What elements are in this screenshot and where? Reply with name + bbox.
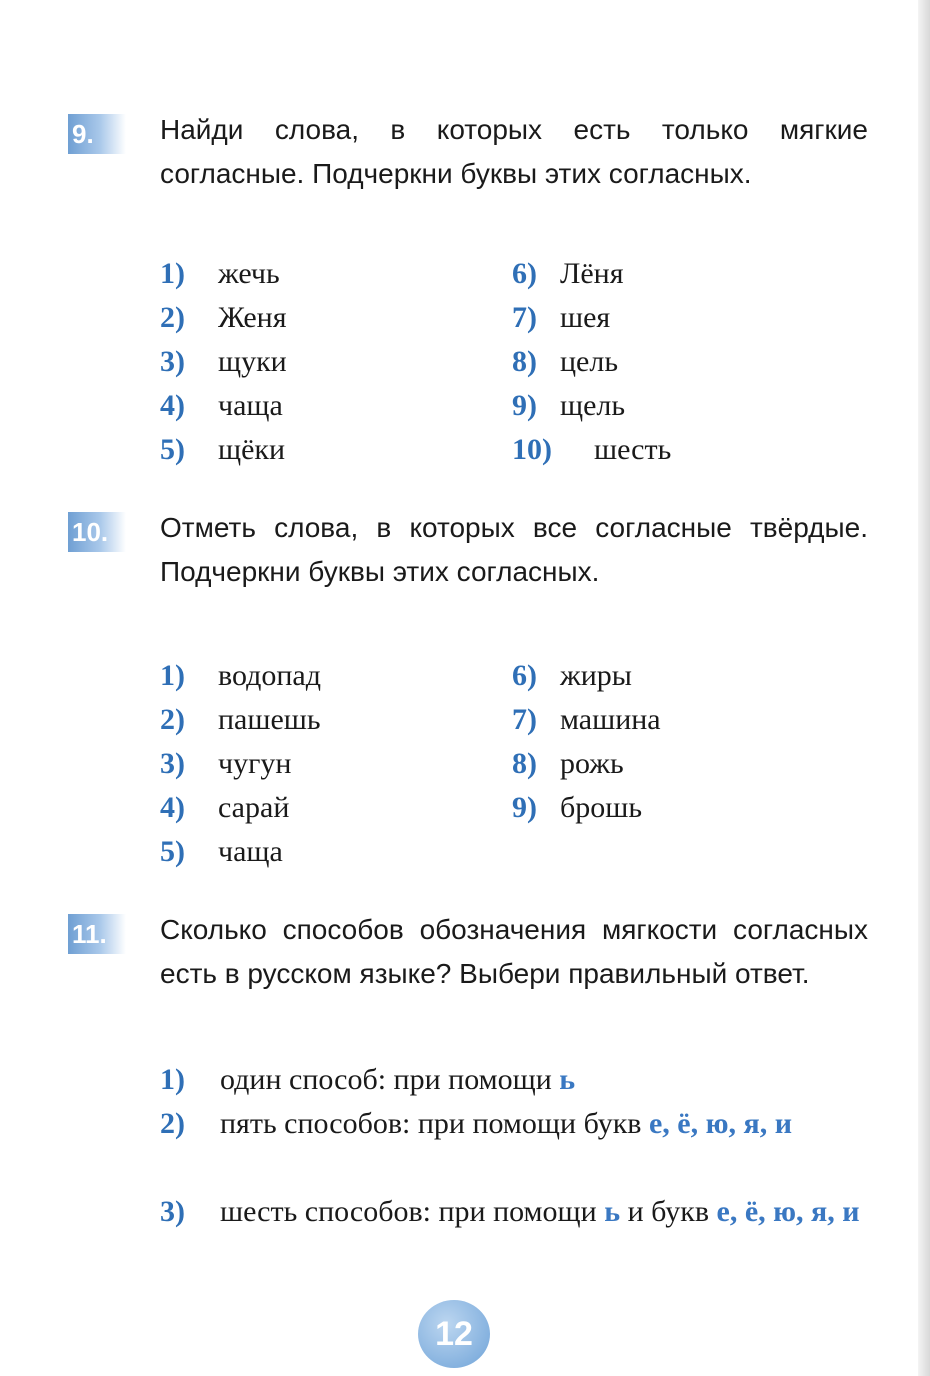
page-number: 12 [418, 1300, 490, 1368]
list-item[interactable]: 4) сарай [160, 791, 290, 824]
task-9-question: Найди слова, в которых есть только мягкие согласные. Подчеркни буквы этих согласных. [160, 114, 868, 189]
list-item[interactable]: 5) чаща [160, 835, 283, 868]
list-item[interactable]: 8) рожь [512, 747, 624, 780]
list-item[interactable]: 1) водопад [160, 659, 321, 692]
list-item[interactable]: 7) машина [512, 703, 661, 736]
list-item[interactable]: 8) цель [512, 345, 619, 378]
list-item[interactable]: 6) жиры [512, 659, 632, 692]
list-item[interactable]: 5) щёки [160, 433, 286, 466]
answer-option[interactable]: 2) пять способов: при помощи букв е, ё, ю, я, и [160, 1107, 793, 1140]
list-item[interactable]: 10) шесть [512, 433, 672, 466]
page-edge-shadow [918, 0, 930, 1376]
task-11-question: Сколько способов обозначения мягкости согласных есть в русском языке? Выбери правильный ответ. [160, 914, 868, 989]
list-item[interactable]: 1) жечь [160, 257, 280, 290]
task-10-number-badge: 10. [68, 512, 126, 552]
task-10-question: Отметь слова, в которых все согласные твёрдые. Подчеркни буквы этих согласных. [160, 512, 868, 587]
task-10 [68, 506, 868, 886]
list-item[interactable]: 4) чаща [160, 389, 283, 422]
answer-option[interactable]: 3) шесть способов: при помощи ь и букв е, ё, ю, я, и [160, 1195, 860, 1228]
list-item[interactable]: 3) чугун [160, 747, 292, 780]
list-item[interactable]: 9) брошь [512, 791, 643, 824]
task-9 [68, 108, 868, 478]
list-item[interactable]: 2) Женя [160, 301, 287, 334]
task-9-number-badge: 9. [68, 114, 126, 154]
task-11 [68, 908, 868, 1288]
list-item[interactable]: 9) щель [512, 389, 626, 422]
answer-option[interactable]: 1) один способ: при помощи ь [160, 1063, 576, 1096]
list-item[interactable]: 2) пашешь [160, 703, 321, 736]
list-item[interactable]: 3) щуки [160, 345, 287, 378]
list-item[interactable]: 7) шея [512, 301, 611, 334]
list-item[interactable]: 6) Лёня [512, 257, 624, 290]
task-11-number-badge: 11. [68, 914, 126, 954]
